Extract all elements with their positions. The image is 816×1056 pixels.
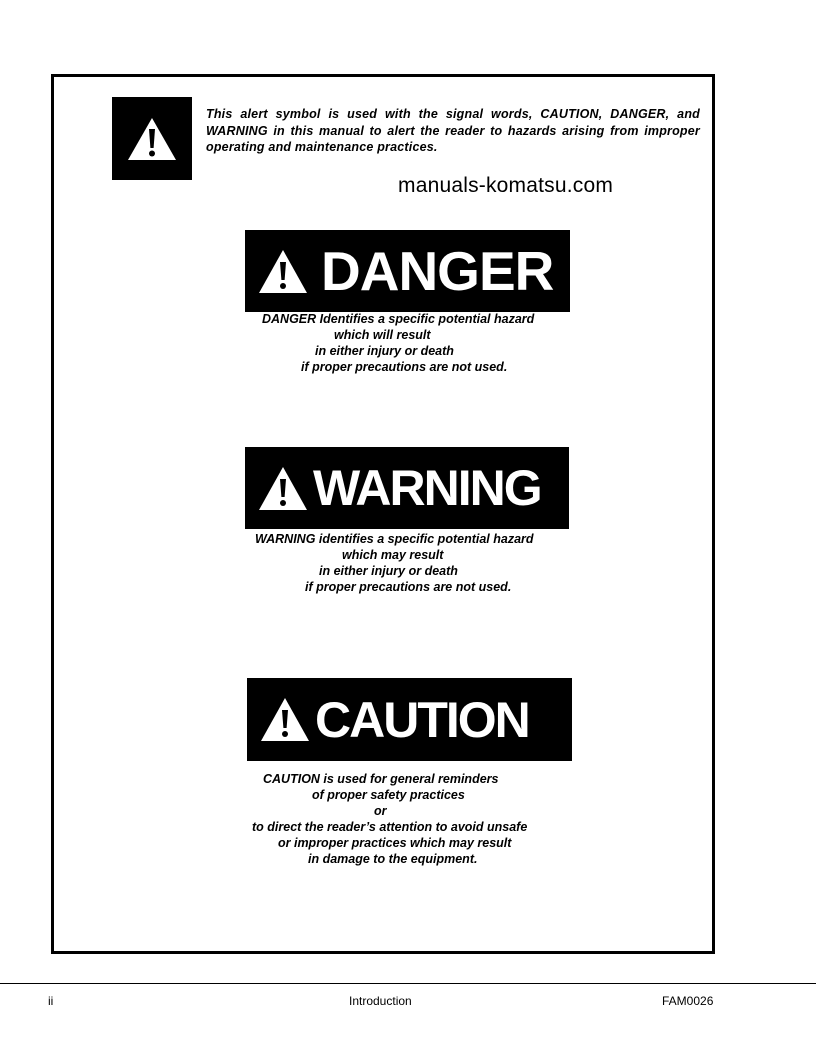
warning-description-line: which may result [342, 548, 444, 562]
warning-description-line: WARNING identifies a specific potential hazard [255, 532, 534, 546]
warning-signal-banner [245, 447, 569, 529]
danger-signal-word: DANGER [321, 239, 554, 302]
danger-description-line: which will result [334, 328, 431, 342]
footer-rule [0, 983, 816, 984]
watermark: manuals-komatsu.com [398, 174, 614, 197]
warning-description-line: in either injury or death [319, 564, 458, 578]
caution-description-line: or [374, 804, 387, 818]
warning-description-line: if proper precautions are not used. [305, 580, 512, 594]
page-number: ii [48, 994, 54, 1008]
caution-description-line: in damage to the equipment. [308, 852, 478, 866]
caution-description-line: or improper practices which may result [278, 836, 512, 850]
caution-description-line: CAUTION is used for general reminders [263, 772, 499, 786]
caution-signal-word: CAUTION [315, 691, 529, 748]
danger-signal-banner [245, 230, 570, 312]
caution-triangle-icon [260, 697, 310, 742]
danger-description-line: DANGER Identifies a specific potential hazard [262, 312, 535, 326]
footer-document-code: FAM0026 [662, 994, 714, 1008]
caution-signal-banner [247, 678, 572, 761]
danger-description-line: if proper precautions are not used. [301, 360, 508, 374]
warning-signal-word: WARNING [313, 460, 541, 516]
warning-triangle-icon [258, 466, 308, 511]
footer-section-title: Introduction [349, 994, 412, 1008]
alert-symbol [112, 97, 192, 180]
warning-triangle-icon [126, 116, 178, 162]
alert-symbol-description: This alert symbol is used with the signal words, CAUTION, DANGER, and WARNING in this manual to alert the reader to hazards arising from improper operating and maintenance practices. [206, 107, 700, 154]
caution-description-line: of proper safety practices [312, 788, 465, 802]
danger-description-line: in either injury or death [315, 344, 454, 358]
caution-description-line: to direct the reader’s attention to avoid unsafe [252, 820, 528, 834]
danger-triangle-icon [258, 249, 308, 294]
